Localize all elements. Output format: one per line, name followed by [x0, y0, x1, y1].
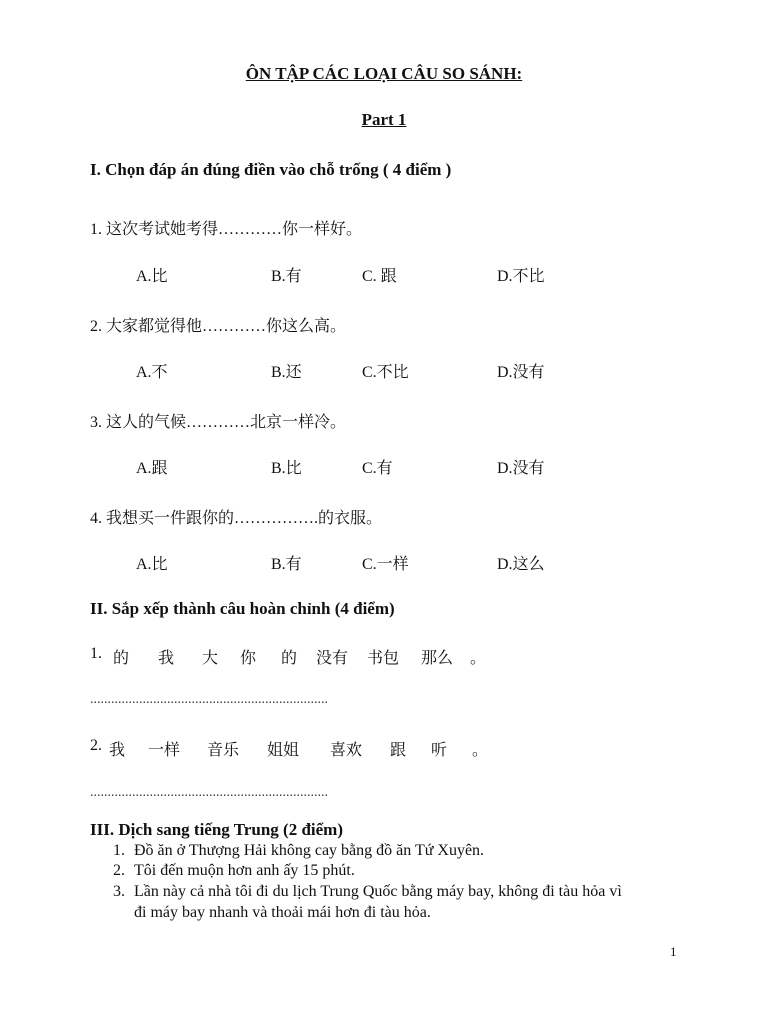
q2-option-b: B.还 — [271, 364, 302, 381]
arrange-1-word: 的 — [113, 650, 130, 667]
translate-1-text: Đồ ăn ở Thượng Hải không cay bằng đồ ăn Tứ Xuyên. — [134, 842, 485, 859]
arrange-1-word: 大 — [202, 650, 219, 667]
arrange-2-word: 跟 — [390, 742, 407, 759]
q1-option-a: A.比 — [136, 268, 168, 285]
question-3: 3. 这人的气候…………北京一样冷。 — [90, 414, 347, 431]
arrange-1-word: 。 — [470, 650, 487, 667]
arrange-2-word: 喜欢 — [330, 742, 363, 759]
arrange-1-word: 书包 — [367, 650, 400, 667]
q3-option-b: B.比 — [271, 460, 302, 477]
translate-3-number: 3. — [113, 883, 125, 900]
question-4: 4. 我想买一件跟你的…………….的衣服。 — [90, 510, 383, 527]
page-number: 1 — [670, 944, 677, 959]
translate-3-text: Lần này cả nhà tôi đi du lịch Trung Quốc bằng máy bay, không đi tàu hỏa vì — [134, 883, 622, 900]
q2-option-c: C.不比 — [362, 364, 409, 381]
question-2: 2. 大家都觉得他…………你这么高。 — [90, 318, 347, 335]
q2-option-a: A.不 — [136, 364, 168, 381]
arrange-2-word: 。 — [472, 742, 489, 759]
q4-option-b: B.有 — [271, 556, 302, 573]
arrange-1-word: 你 — [240, 650, 257, 667]
arrange-2-word: 听 — [431, 742, 448, 759]
section-1-heading: I. Chọn đáp án đúng điền vào chỗ trống ( 4 điểm ) — [90, 160, 452, 179]
arrange-1-word: 我 — [158, 650, 175, 667]
q4-option-a: A.比 — [136, 556, 168, 573]
q1-option-b: B.有 — [271, 268, 302, 285]
translate-2-number: 2. — [113, 862, 125, 879]
q3-option-c: C.有 — [362, 460, 393, 477]
page-title: ÔN TẬP CÁC LOẠI CÂU SO SÁNH: — [245, 64, 523, 83]
question-1: 1. 这次考试她考得…………你一样好。 — [90, 221, 363, 238]
answer-blank-1: .................................................................... — [90, 692, 328, 707]
q2-option-d: D.没有 — [497, 364, 545, 381]
q3-option-a: A.跟 — [136, 460, 168, 477]
arrange-2-word: 音乐 — [207, 742, 240, 759]
q1-option-d: D.不比 — [497, 268, 545, 285]
arrange-1-word: 没有 — [316, 650, 349, 667]
answer-blank-2: .................................................................... — [90, 785, 328, 800]
translate-2-text: Tôi đến muộn hơn anh ấy 15 phút. — [134, 862, 355, 879]
q3-option-d: D.没有 — [497, 460, 545, 477]
q1-option-c: C. 跟 — [362, 268, 397, 285]
section-3-heading: III. Dịch sang tiếng Trung (2 điểm) — [90, 820, 343, 839]
arrange-2-word: 我 — [109, 742, 126, 759]
q4-option-d: D.这么 — [497, 556, 545, 573]
arrange-2-word: 姐姐 — [267, 742, 300, 759]
section-2-heading: II. Sắp xếp thành câu hoàn chỉnh (4 điểm) — [90, 599, 395, 618]
translate-3-text-continued: đi máy bay nhanh và thoải mái hơn đi tàu hỏa. — [134, 904, 431, 921]
arrange-1-word: 的 — [281, 650, 298, 667]
arrange-1-number: 1. — [90, 645, 102, 662]
translate-1-number: 1. — [113, 842, 125, 859]
q4-option-c: C.一样 — [362, 556, 409, 573]
arrange-2-word: 一样 — [148, 742, 181, 759]
part-label: Part 1 — [361, 110, 407, 129]
arrange-2-number: 2. — [90, 737, 102, 754]
arrange-1-word: 那么 — [421, 650, 454, 667]
